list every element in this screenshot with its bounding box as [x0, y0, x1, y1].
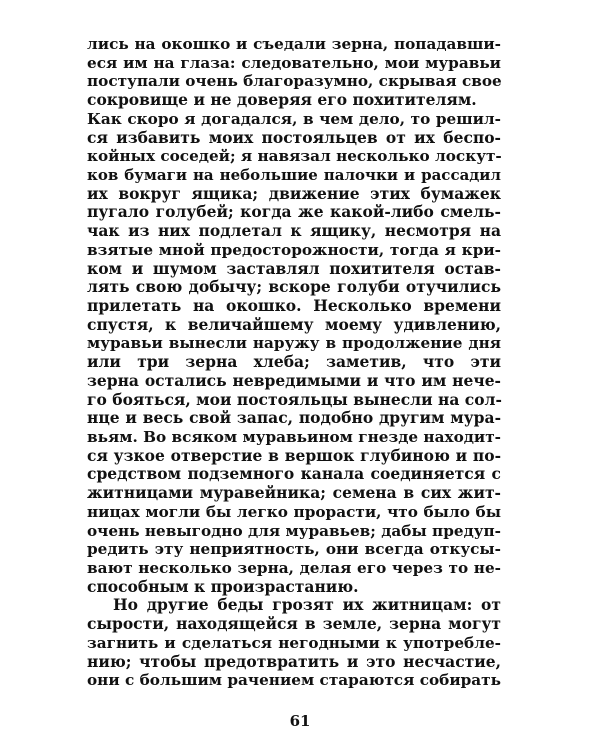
text-line: способным к произрастанию.: [87, 576, 359, 596]
text-line: очень невыгодно для муравьев; дабы предуп-: [87, 521, 501, 540]
text-line: пугало голубей; когда же какой-либо смель-: [87, 202, 501, 222]
text-line: или три зерна хлеба; заметив, что эти: [87, 352, 501, 372]
text-line: ком и шумом заставлял похитителя остав-: [87, 258, 501, 278]
text-line: лять свою добычу; вскоре голуби отучились: [87, 277, 501, 297]
text-line: загнить и сделаться негодными к употребле-: [87, 633, 501, 652]
text-line: чак из них подлетал к ящику, несмотря на: [87, 221, 501, 241]
text-line: прилетать на окошко. Несколько времени: [87, 296, 501, 315]
text-line: вьям. Во всяком муравьином гнезде находит-: [87, 428, 501, 446]
text-line: их вокруг ящика; движение этих бумажек: [87, 183, 501, 203]
text-line: нию; чтобы предотвратить и это несчастие,: [87, 651, 501, 671]
text-line: лись на окошко и съедали зерна, попадавши-: [87, 35, 501, 53]
text-line: средством подземного канала соединяется с: [87, 464, 501, 484]
text-line: ницах могли бы легко прорасти, что было бы: [87, 502, 501, 521]
text-line: нце и весь свой запас, подобно другим мура-: [87, 408, 501, 428]
text-line: сырости, находящейся в земле, зерна могут: [87, 614, 501, 634]
text-line: ся избавить моих постояльцев от их беспо-: [87, 127, 501, 147]
text-line: Как скоро я догадался, в чем дело, то решил-: [87, 109, 501, 128]
text-line: они с большим рачением стараются собирать: [87, 671, 501, 690]
text-line: еся им на глаза: следовательно, мои муравьи: [87, 53, 501, 72]
text-line: редить эту неприятность, они всегда откусы-: [87, 540, 501, 559]
page-number: 61: [289, 712, 311, 730]
text-line: сокровище и не доверяя его похитителям.: [87, 90, 477, 110]
text-line: го бояться, мои постояльцы вынесли на сол-: [87, 389, 502, 409]
text-line: ся узкое отверстие в вершок глубиною и по-: [87, 445, 501, 465]
text-line: койных соседей; я навязал несколько лоскут-: [87, 147, 502, 166]
text-line: спустя, к величайшему моему удивлению,: [87, 314, 501, 334]
text-line: житницами муравейника; семена в сих жит-: [87, 483, 501, 503]
text-line: поступали очень благоразумно, скрывая свое: [87, 72, 502, 91]
text-line: ков бумаги на небольшие палочки и рассадил: [87, 166, 501, 184]
text-line: Но другие беды грозят их житницам: от: [113, 595, 501, 615]
text-line: муравьи вынесли наружу в продолжение дня: [87, 334, 501, 353]
text-line: зерна остались невредимыми и что им нече-: [87, 370, 501, 390]
text-line: вают несколько зерна, делая его через то не-: [87, 559, 501, 577]
text-line: взятые мной предосторожности, тогда я кри-: [87, 240, 501, 259]
